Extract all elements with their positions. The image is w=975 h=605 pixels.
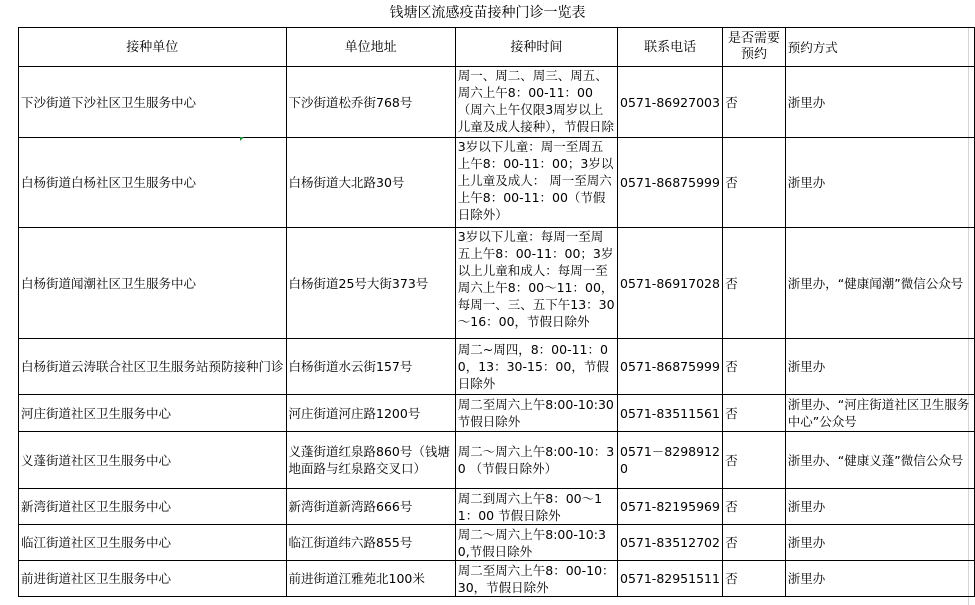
cell-appointment-required[interactable]: 否 — [723, 339, 786, 395]
sheet-title: 钱塘区流感疫苗接种门诊一览表 — [389, 5, 586, 21]
cell-time[interactable] — [455, 228, 617, 339]
cell-unit[interactable] — [19, 339, 287, 395]
cell-appointment-required[interactable]: 否 — [723, 67, 786, 138]
cell-address[interactable]: 下沙街道松乔街768号 — [286, 67, 455, 138]
table-row — [19, 228, 975, 339]
cell-unit[interactable]: 下沙街道下沙社区卫生服务中心 — [19, 67, 287, 138]
cell-appointment-method[interactable]: 浙里办，“健康闻潮”微信公众号 — [785, 228, 974, 339]
table-row — [19, 489, 975, 525]
cell-phone[interactable]: 0571-86875999 — [618, 339, 723, 395]
cell-phone[interactable]: 0571-86927003 — [618, 67, 723, 138]
cell-phone[interactable]: 0571-82951511 — [618, 561, 723, 597]
header-appointment-required[interactable]: 是否需要预约 — [723, 28, 786, 67]
cell-time[interactable]: 周二~周四，8：00-11：00，13：30-15：00，节假日除外 — [455, 339, 617, 395]
cell-time-text: 3岁以下儿童：周一至周五上午8：00-11：00；3岁以上儿童及成人： 周一至周六上午8：00-11：00（节假日除外） — [457, 139, 614, 222]
cell-time[interactable] — [455, 138, 617, 228]
header-phone[interactable]: 联系电话 — [618, 28, 723, 67]
table-row — [19, 395, 975, 432]
cell-time[interactable]: 周二～周六上午8:00-10：30 （节假日除外） — [455, 432, 617, 489]
cell-unit-text: 白杨街道云涛联合社区卫生服务站预防接种门诊 — [21, 359, 284, 374]
cell-appointment-required[interactable]: 否 — [723, 432, 786, 489]
cell-address[interactable]: 白杨街道大北路30号 — [286, 138, 455, 228]
header-time[interactable]: 接种时间 — [455, 28, 617, 67]
cell-address[interactable]: 临江街道纬六路855号 — [286, 525, 455, 561]
cell-phone[interactable]: 0571－82989120 — [618, 432, 723, 489]
cell-address[interactable]: 白杨街道25号大街373号 — [286, 228, 455, 339]
table-row — [19, 138, 975, 228]
cell-unit[interactable]: 临江街道社区卫生服务中心 — [19, 525, 287, 561]
cell-unit[interactable]: 前进街道社区卫生服务中心 — [19, 561, 287, 597]
cell-phone[interactable]: 0571-86917028 — [618, 228, 723, 339]
cell-address[interactable]: 河庄街道河庄路1200号 — [286, 395, 455, 432]
cell-appointment-method[interactable]: 浙里办、“河庄街道社区卫生服务中心”公众号 — [785, 395, 974, 432]
table-row — [19, 561, 975, 597]
cell-unit[interactable]: 白杨街道闻潮社区卫生服务中心 — [19, 228, 287, 339]
table-row — [19, 339, 975, 395]
cell-appointment-method[interactable]: 浙里办 — [785, 67, 974, 138]
cell-time-text: 3岁以下儿童：每周一至周五上午8：00-11：00；3岁以上儿童和成人：每周一至周六上午8：00～11：00，每周一、三、五下午13：30～16：00，节假日除外 — [457, 229, 615, 329]
cell-address[interactable]: 义蓬街道红泉路860号（钱塘地面路与红泉路交叉口） — [286, 432, 455, 489]
header-address[interactable]: 单位地址 — [286, 28, 455, 67]
cell-appointment-required[interactable]: 否 — [723, 489, 786, 525]
cell-appointment-required[interactable]: 否 — [723, 395, 786, 432]
header-unit[interactable]: 接种单位 — [19, 28, 287, 67]
cell-time[interactable]: 周二至周六上午8：00-10：30，节假日除外 — [455, 561, 617, 597]
cell-appointment-required[interactable]: 否 — [723, 138, 786, 228]
cell-appointment-method[interactable]: 浙里办 — [785, 525, 974, 561]
header-appointment-method[interactable]: 预约方式 — [785, 28, 974, 67]
cell-appointment-required[interactable]: 否 — [723, 561, 786, 597]
cell-time[interactable]: 周二至周六上午8:00-10:30节假日除外 — [455, 395, 617, 432]
cell-appointment-method[interactable]: 浙里办 — [785, 561, 974, 597]
table-row — [19, 432, 975, 489]
cell-appointment-method[interactable]: 浙里办 — [785, 138, 974, 228]
cell-time[interactable]: 周二～周六上午8:00-10:30,节假日除外 — [455, 525, 617, 561]
cell-address[interactable]: 前进街道江雅苑北100米 — [286, 561, 455, 597]
cell-appointment-method[interactable]: 浙里办、“健康义蓬”微信公众号 — [785, 432, 974, 489]
cell-phone[interactable]: 0571-83512702 — [618, 525, 723, 561]
cell-time-text: 周一、周二、周三、周五、周六上午8：00-11：00（周六上午仅限3周岁以上儿童及成人接种），节假日除 — [457, 68, 615, 134]
table-row — [19, 67, 975, 138]
cell-unit[interactable]: 河庄街道社区卫生服务中心 — [19, 395, 287, 432]
header-row — [19, 28, 975, 67]
cell-unit[interactable]: 新湾街道社区卫生服务中心 — [19, 489, 287, 525]
clinic-table — [18, 27, 975, 597]
cell-phone[interactable]: 0571-82195969 — [618, 489, 723, 525]
cell-time[interactable] — [455, 67, 617, 138]
cell-phone[interactable]: 0571-86875999 — [618, 138, 723, 228]
cell-unit[interactable]: 义蓬街道社区卫生服务中心 — [19, 432, 287, 489]
cell-appointment-method[interactable]: 浙里办 — [785, 489, 974, 525]
cell-time[interactable]: 周二到周六上午8：00～11：00 节假日除外 — [455, 489, 617, 525]
cell-appointment-required[interactable]: 否 — [723, 525, 786, 561]
comment-marker-icon — [240, 137, 244, 141]
cell-phone[interactable]: 0571-83511561 — [618, 395, 723, 432]
cell-address[interactable]: 白杨街道水云街157号 — [286, 339, 455, 395]
table-row — [19, 525, 975, 561]
cell-address[interactable]: 新湾街道新湾路666号 — [286, 489, 455, 525]
cell-unit[interactable]: 白杨街道白杨社区卫生服务中心 — [19, 138, 287, 228]
cell-appointment-required[interactable]: 否 — [723, 228, 786, 339]
cell-appointment-method[interactable]: 浙里办 — [785, 339, 974, 395]
